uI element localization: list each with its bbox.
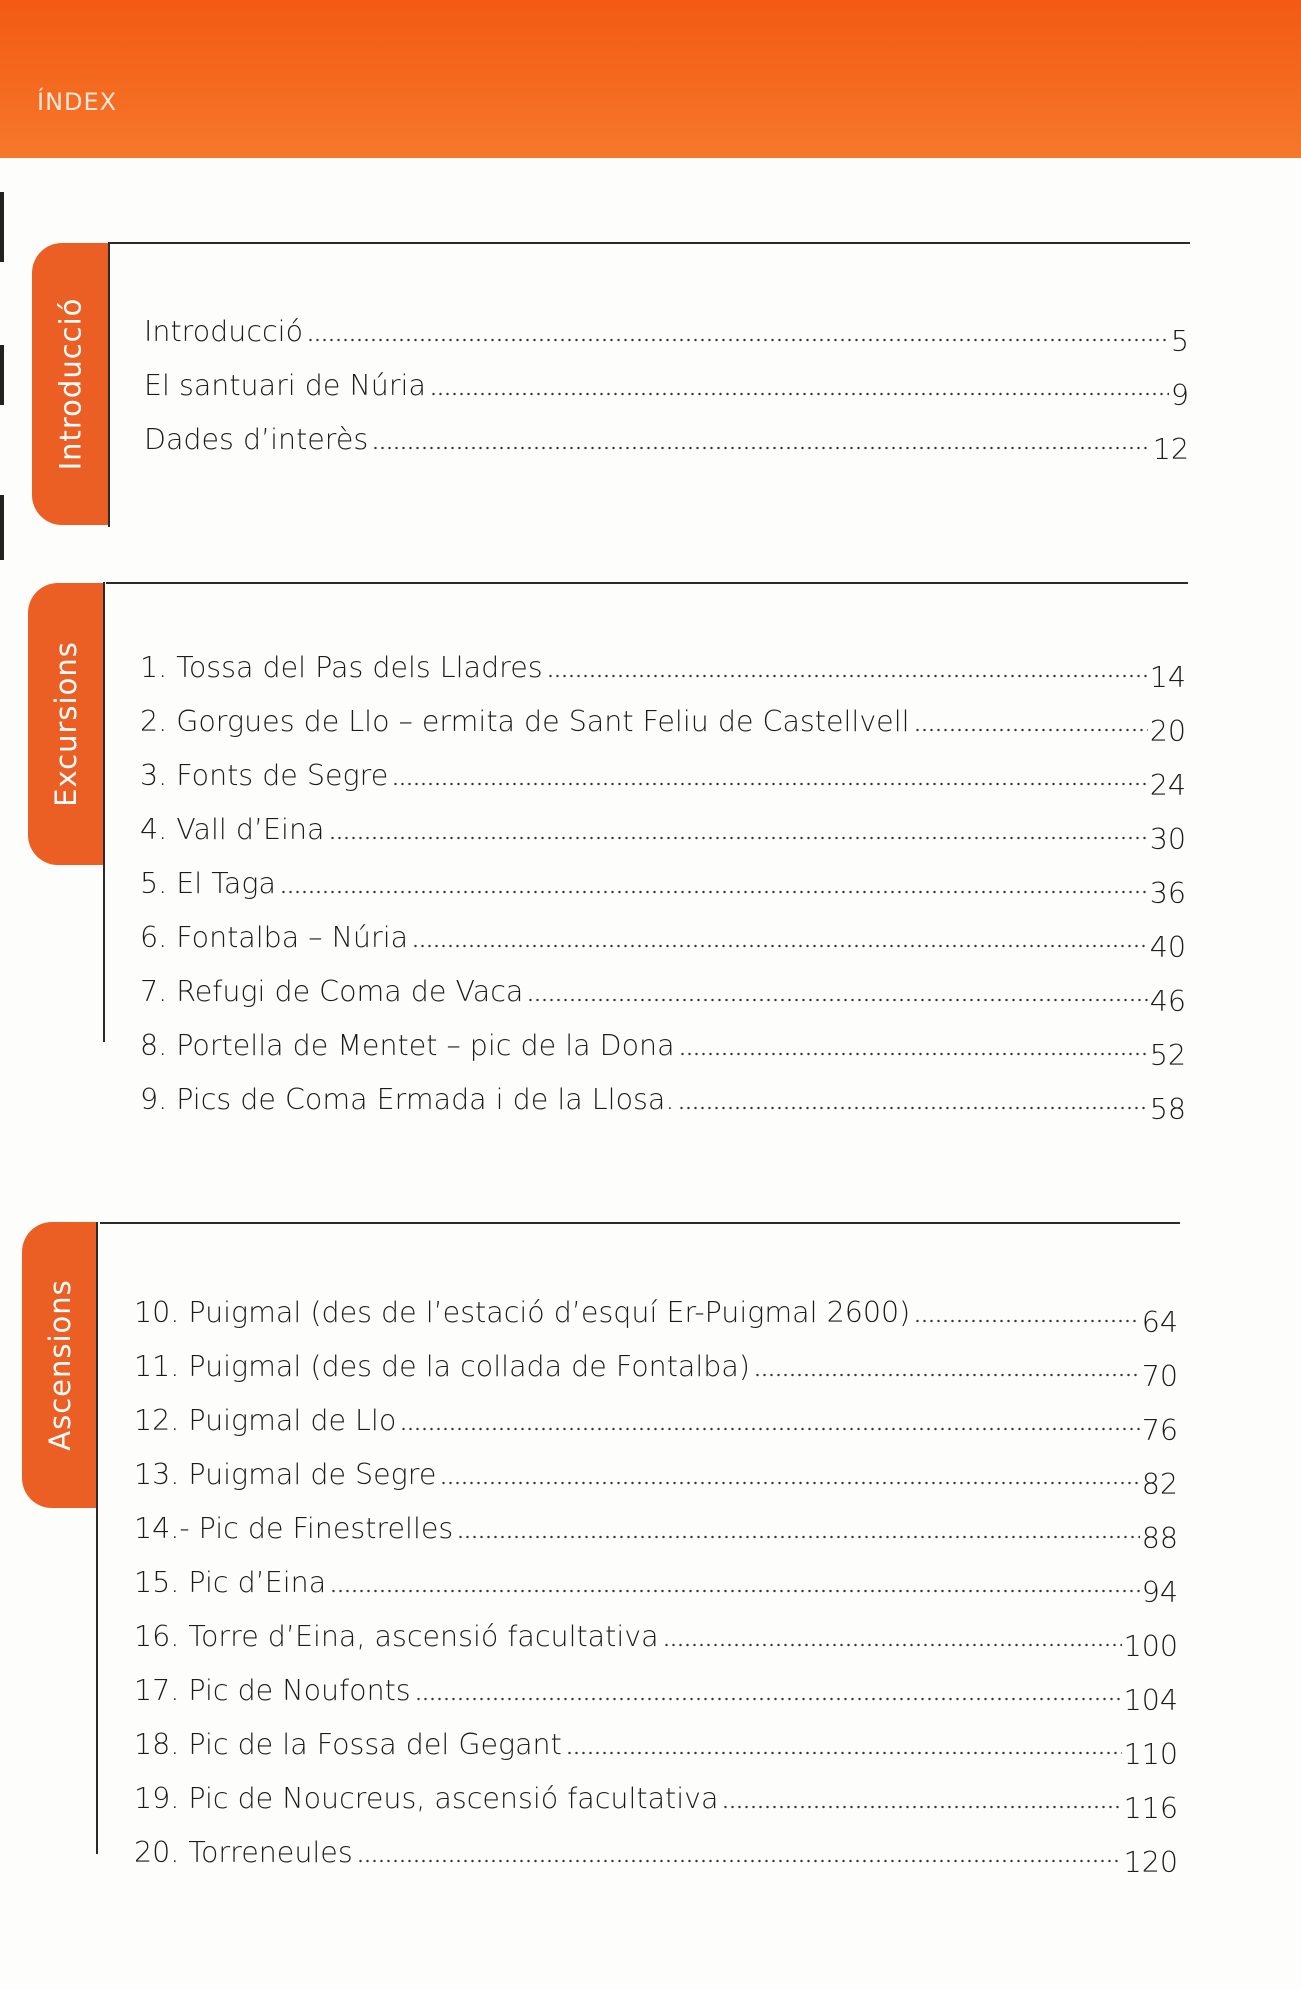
toc-entry[interactable]: [134, 1705, 1178, 1771]
dot-leader: [754, 1372, 1140, 1378]
section-rule: [110, 242, 1190, 244]
toc-entry[interactable]: [140, 790, 1186, 856]
toc-entry-title: 4. Vall d’Eina: [140, 812, 325, 846]
dot-leader: [372, 445, 1150, 451]
toc-entry[interactable]: [140, 628, 1186, 694]
section-border: [108, 242, 110, 527]
section-tab-label: Ascensions: [43, 1279, 78, 1451]
toc-entry-page: 40: [1149, 930, 1186, 964]
section-tab-label: Introducció: [53, 297, 87, 471]
toc-entry[interactable]: [134, 1489, 1178, 1555]
toc-entry[interactable]: [140, 952, 1186, 1018]
toc-entry-page: 120: [1123, 1845, 1178, 1879]
toc-entry[interactable]: [140, 844, 1186, 910]
dot-leader: [914, 1318, 1139, 1324]
toc-entry-page: 46: [1149, 984, 1186, 1018]
toc-entry[interactable]: [134, 1597, 1178, 1663]
toc-entry[interactable]: [134, 1435, 1178, 1501]
header-band: [0, 0, 1301, 158]
toc-entry-page: 14: [1149, 660, 1186, 694]
toc-entry[interactable]: [134, 1543, 1178, 1609]
toc-entry-page: 82: [1141, 1467, 1178, 1501]
toc-entry-page: 9: [1170, 378, 1189, 412]
toc-entry-title: 20. Torreneules: [134, 1835, 353, 1869]
dot-leader: [547, 673, 1148, 679]
toc-entry-page: 94: [1141, 1575, 1178, 1609]
toc-entry[interactable]: [134, 1381, 1178, 1447]
section-tab-introduccio: [32, 243, 108, 525]
toc-entry-page: 116: [1123, 1791, 1178, 1825]
toc-entry[interactable]: [134, 1813, 1178, 1879]
dot-leader: [330, 1588, 1140, 1594]
dot-leader: [663, 1642, 1122, 1648]
toc-list: [140, 628, 1186, 1126]
binding-edge-mark: [0, 192, 4, 262]
dot-leader: [412, 943, 1148, 949]
dot-leader: [914, 727, 1148, 733]
section-tab-label: Excursions: [49, 641, 83, 807]
dot-leader: [527, 997, 1147, 1003]
toc-entry-title: 3. Fonts de Segre: [140, 758, 389, 792]
toc-entry-page: 12: [1152, 432, 1189, 466]
toc-entry-page: 70: [1141, 1359, 1178, 1393]
toc-entry-title: 1. Tossa del Pas dels Lladres: [140, 650, 543, 684]
dot-leader: [329, 835, 1148, 841]
section-tab-excursions: [28, 583, 104, 865]
toc-entry-page: 36: [1149, 876, 1186, 910]
dot-leader: [678, 1105, 1147, 1111]
dot-leader: [430, 391, 1169, 397]
section-rule: [100, 1222, 1180, 1224]
toc-entry-page: 24: [1149, 768, 1186, 802]
section-border: [96, 1222, 98, 1854]
toc-entry-title: 15. Pic d’Eina: [134, 1565, 327, 1599]
toc-entry[interactable]: [144, 400, 1189, 466]
toc-entry-title: 9. Pics de Coma Ermada i de la Llosa.: [140, 1082, 675, 1116]
toc-entry[interactable]: [134, 1273, 1178, 1339]
toc-entry-title: 14.- Pic de Finestrelles: [134, 1511, 454, 1545]
dot-leader: [392, 781, 1147, 787]
toc-list: [144, 292, 1189, 466]
toc-entry-title: 10. Puigmal (des de l’estació d’esquí Er-Puigmal 2600): [134, 1295, 911, 1329]
toc-entry[interactable]: [144, 292, 1189, 358]
toc-entry-page: 76: [1141, 1413, 1178, 1447]
page-title: ÍNDEX: [37, 88, 118, 116]
toc-entry-title: El santuari de Núria: [144, 368, 426, 402]
toc-entry-title: 16. Torre d’Eina, ascensió facultativa: [134, 1619, 659, 1653]
toc-entry-page: 30: [1149, 822, 1186, 856]
toc-entry-title: 12. Puigmal de Llo: [134, 1403, 397, 1437]
toc-entry-title: 19. Pic de Noucreus, ascensió facultativa: [134, 1781, 719, 1815]
toc-entry-title: 5. El Taga: [140, 866, 276, 900]
toc-entry-title: Dades d’interès: [144, 422, 369, 456]
toc-entry-title: 13. Puigmal de Segre: [134, 1457, 437, 1491]
toc-entry-title: 18. Pic de la Fossa del Gegant: [134, 1727, 562, 1761]
toc-entry[interactable]: [140, 1060, 1186, 1126]
dot-leader: [566, 1750, 1122, 1756]
section-rule: [106, 582, 1188, 584]
toc-entry-page: 5: [1170, 324, 1189, 358]
toc-entry-title: 7. Refugi de Coma de Vaca: [140, 974, 524, 1008]
toc-entry-page: 100: [1123, 1629, 1178, 1663]
section-border: [103, 582, 105, 1042]
section-tab-ascensions: [22, 1222, 98, 1508]
dot-leader: [357, 1858, 1122, 1864]
toc-entry[interactable]: [140, 1006, 1186, 1072]
dot-leader: [722, 1804, 1121, 1810]
dot-leader: [400, 1426, 1139, 1432]
toc-entry-title: 6. Fontalba – Núria: [140, 920, 409, 954]
toc-entry-title: 2. Gorgues de Llo – ermita de Sant Feliu de Castellvell: [140, 704, 910, 738]
toc-entry-page: 64: [1141, 1305, 1178, 1339]
toc-list: [134, 1273, 1178, 1879]
dot-leader: [280, 889, 1148, 895]
toc-entry-page: 58: [1149, 1092, 1186, 1126]
toc-entry-page: 20: [1149, 714, 1186, 748]
toc-entry-page: 110: [1123, 1737, 1178, 1771]
toc-entry[interactable]: [140, 682, 1186, 748]
dot-leader: [415, 1696, 1122, 1702]
toc-entry-page: 104: [1123, 1683, 1178, 1717]
toc-entry[interactable]: [134, 1759, 1178, 1825]
dot-leader: [457, 1534, 1139, 1540]
toc-entry[interactable]: [134, 1327, 1178, 1393]
toc-entry[interactable]: [140, 898, 1186, 964]
toc-entry[interactable]: [134, 1651, 1178, 1717]
toc-entry-title: 17. Pic de Noufonts: [134, 1673, 411, 1707]
toc-entry-title: 11. Puigmal (des de la collada de Fontalba): [134, 1349, 750, 1383]
dot-leader: [440, 1480, 1139, 1486]
toc-entry-title: Introducció: [144, 314, 304, 348]
toc-entry-title: 8. Portella de Mentet – pic de la Dona: [140, 1028, 675, 1062]
dot-leader: [307, 337, 1169, 343]
toc-entry-page: 52: [1149, 1038, 1186, 1072]
toc-entry-page: 88: [1141, 1521, 1178, 1555]
toc-entry[interactable]: [140, 736, 1186, 802]
dot-leader: [679, 1051, 1148, 1057]
toc-entry[interactable]: [144, 346, 1189, 412]
binding-edge-mark: [0, 345, 4, 405]
binding-edge-mark: [0, 495, 4, 560]
